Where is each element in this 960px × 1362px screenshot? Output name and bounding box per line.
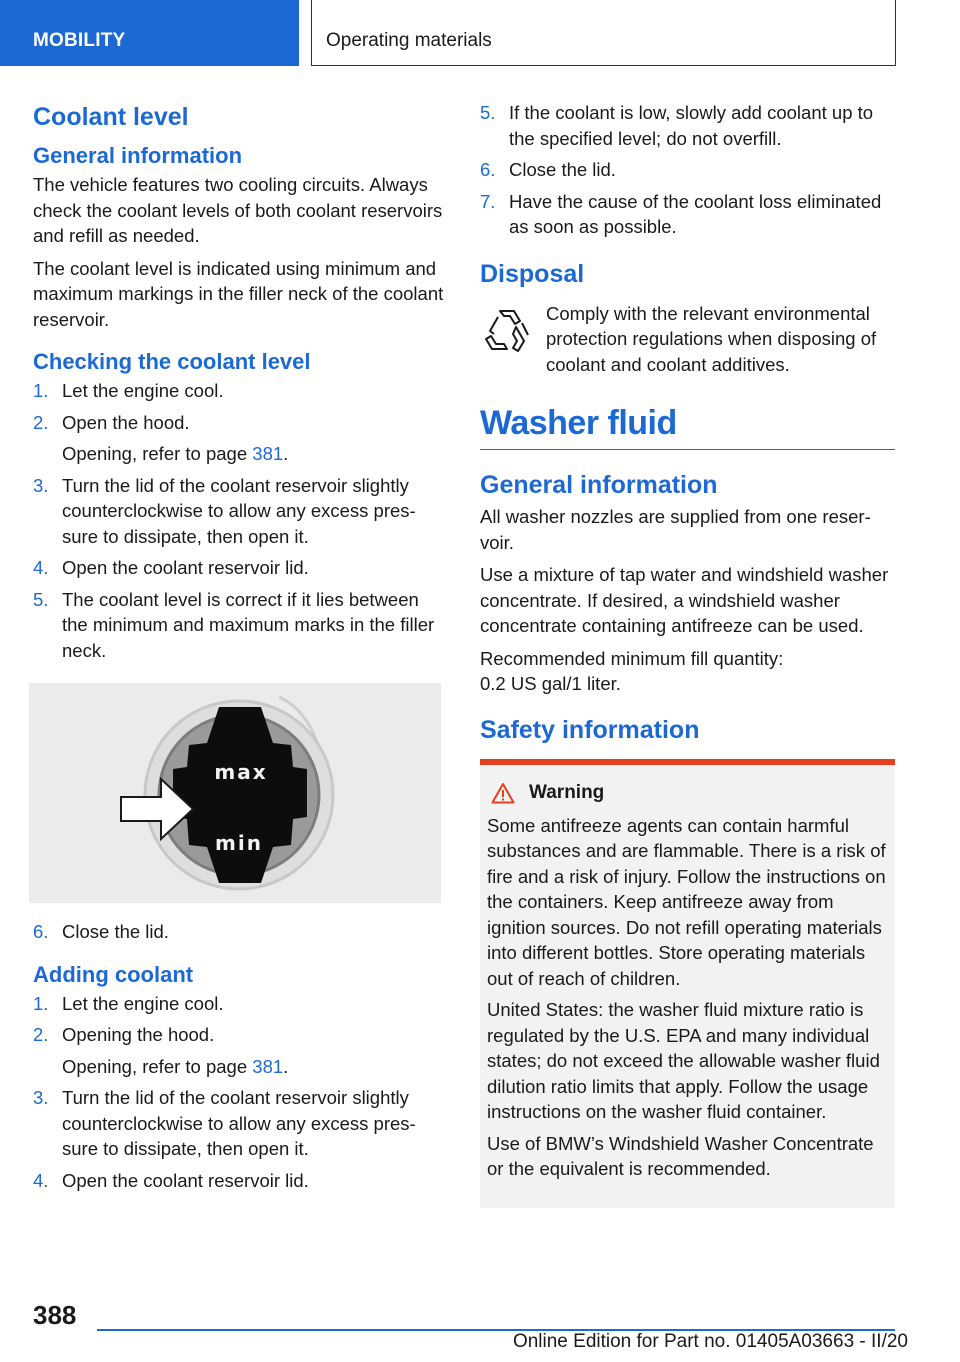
washer-fluid-title: Washer fluid: [480, 403, 895, 450]
page-reference: Opening, refer to page 381.: [62, 1055, 289, 1077]
warning-triangle-icon: [491, 782, 515, 804]
list-item: 5. If the coolant is low, slowly add coolant up to the specified level; do not overfill.: [480, 102, 874, 149]
washer-general-heading: General information: [480, 471, 718, 499]
checking-heading: Checking the coolant level: [33, 349, 311, 374]
warning-p3: Use of BMW’s Windshield Washer Concentrate or the equivalent is recommended.: [487, 1132, 874, 1179]
washer-p2: Use a mixture of tap water and windshield washer concentrate. If desired, a windshield washer concentrate containing antifreeze can be used.: [480, 564, 889, 636]
page-reference: Opening, refer to page 381.: [62, 443, 289, 464]
list-item: 2. Open the hood. Opening, refer to page 381.: [33, 410, 445, 467]
list-item: 6. Close the lid.: [480, 159, 616, 180]
list-item: 6. Close the lid.: [33, 921, 169, 942]
list-item: 7. Have the cause of the coolant loss eliminated as soon as possible.: [480, 190, 882, 237]
list-item: 3. Turn the lid of the coolant reservoir slightly counterclockwise to allow any excess pressure to dissipate, then open it.: [33, 474, 416, 547]
list-item: 2. Opening the hood. Opening, refer to page 381.: [33, 1022, 445, 1079]
filler-neck-illustration: [29, 683, 441, 903]
disposal-note: [480, 301, 895, 378]
left-column: [33, 100, 445, 1199]
right-column: [480, 100, 895, 1208]
section-title: Operating materials: [311, 0, 896, 66]
list-item: 1. Let the engine cool.: [33, 992, 224, 1014]
coolant-filler-neck-figure: [29, 683, 441, 903]
min-marking: min: [215, 831, 263, 855]
list-item: 4. Open the coolant reservoir lid.: [33, 1169, 309, 1191]
washer-p3: Recommended minimum fill quantity: 0.2 US gal/1 liter.: [480, 647, 784, 694]
list-item: 3. Turn the lid of the coolant reservoir slightly counterclockwise to allow any excess pressure to dissipate, then open it.: [33, 1087, 416, 1159]
warning-p1: Some antifreeze agents can contain harmful substances and are flammable. There is a risk of fire and a risk of injury. Follow the instructions on the containers. Keep antifreeze away from ignition sources. Do not refill operating materials into different bottles. Store operating materials out of reach of children.: [487, 814, 886, 989]
edition-info: Online Edition for Part no. 01405A03663 - II/20: [512, 1331, 908, 1352]
general-info-heading: General information: [33, 143, 243, 168]
list-item: 4. Open the coolant reservoir lid.: [33, 557, 309, 578]
adding-steps: [33, 991, 445, 1194]
recycle-icon: [480, 303, 534, 357]
checking-steps-cont: [33, 919, 445, 945]
coolant-level-title: Coolant level: [33, 103, 189, 131]
washer-p1: All washer nozzles are supplied from one reservoir.: [480, 506, 871, 553]
disposal-text: Comply with the relevant environmental protection regulations when disposing of coolant and coolant additives.: [546, 302, 877, 375]
page-link[interactable]: 381: [252, 1055, 284, 1077]
page-link[interactable]: 381: [252, 443, 284, 464]
list-item: 1. Let the engine cool.: [33, 380, 224, 401]
max-marking: max: [214, 760, 268, 784]
page-header: [0, 0, 960, 66]
safety-heading: Safety information: [480, 715, 700, 744]
checking-steps: [33, 378, 445, 663]
general-info-p2: The coolant level is indicated using minimum and maximum markings in the filler neck of the coolant reservoir.: [33, 257, 444, 330]
list-item: 5. The coolant level is correct if it lies between the minimum and maximum marks in the filler neck.: [33, 588, 435, 661]
page-number: 388: [33, 1300, 77, 1330]
disposal-heading: Disposal: [480, 259, 585, 288]
warning-box: [480, 759, 895, 1208]
adding-steps-cont: [480, 100, 895, 240]
chapter-tab[interactable]: MOBILITY: [0, 0, 299, 66]
warning-title: Warning: [487, 781, 888, 805]
general-info-p1: The vehicle features two cooling circuits. Always check the coolant levels of both coolant reservoirs and refill as needed.: [33, 174, 443, 246]
adding-coolant-heading: Adding coolant: [33, 961, 194, 987]
warning-p2: United States: the washer fluid mixture ratio is regulated by the U.S. EPA and many individual states; do not exceed the allowable washer fluid dilution ratio limits that apply. Follow the usage instructions on the washer fluid container.: [487, 999, 880, 1122]
